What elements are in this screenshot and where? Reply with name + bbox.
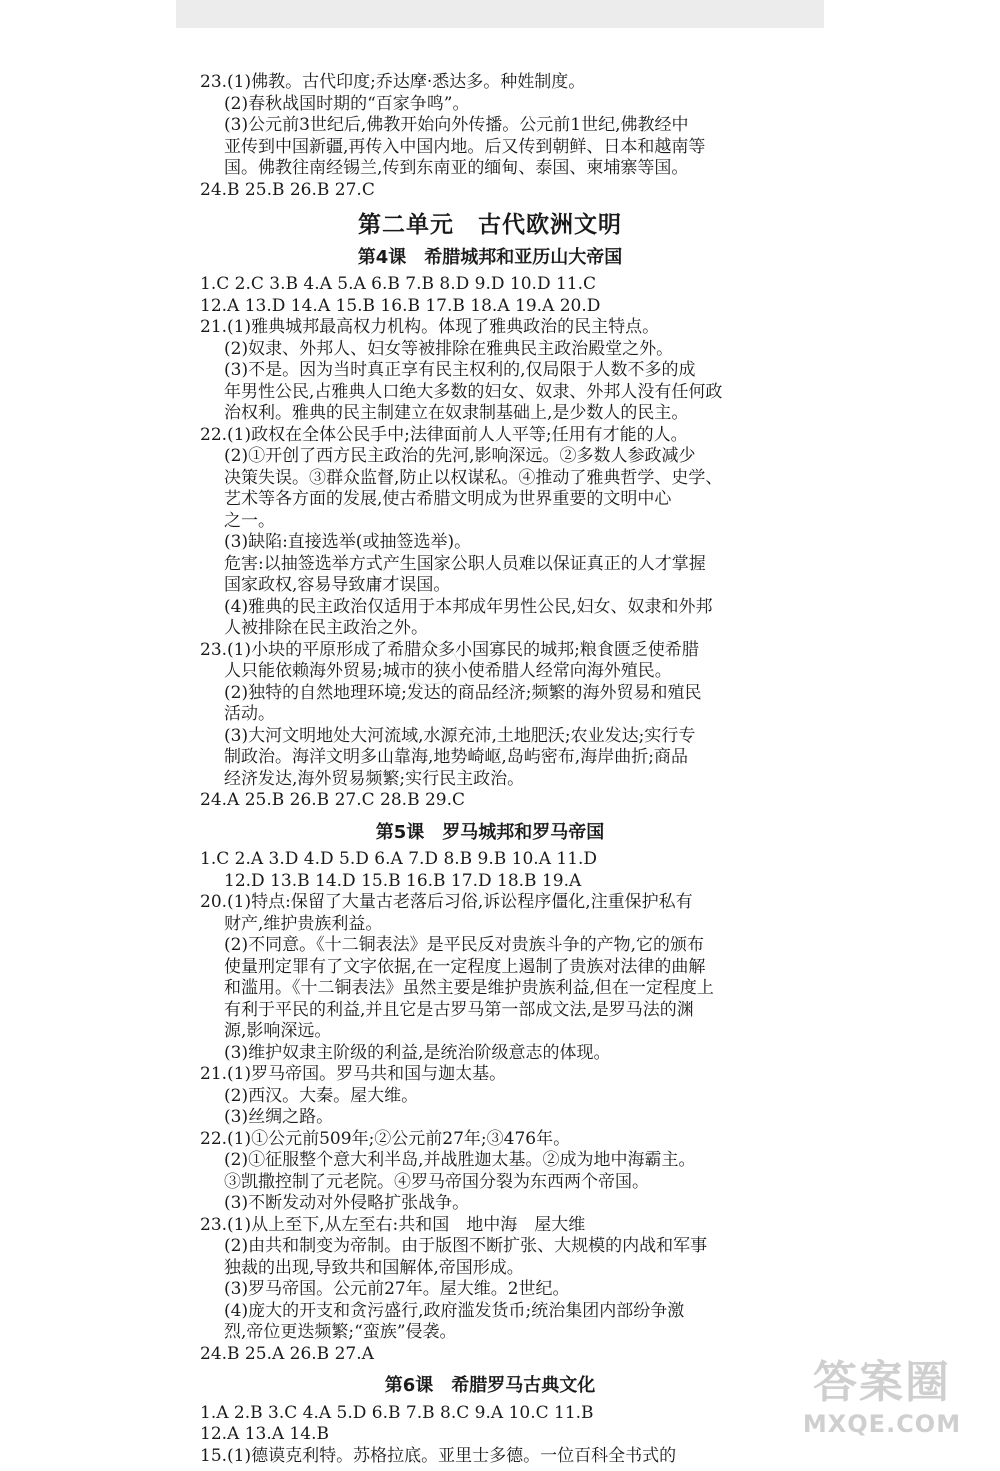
answer-line: (2)①征服整个意大利半岛,并战胜迦太基。②成为地中海霸主。 [224, 1150, 696, 1170]
answer-line: 人被排除在民主政治之外。 [224, 618, 428, 638]
answer-line: 烈,帝位更迭频繁;“蛮族”侵袭。 [224, 1322, 457, 1342]
answer-line: 23.(1)佛教。古代印度;乔达摩·悉达多。种姓制度。 [200, 72, 586, 92]
answer-line: 12.D 13.B 14.D 15.B 16.B 17.D 18.B 19.A [224, 870, 582, 891]
answer-line: (2)不同意。《十二铜表法》是平民反对贵族斗争的产物,它的颁布 [224, 935, 704, 955]
answer-line: 24.B 25.B 26.B 27.C [200, 179, 375, 200]
answer-line: 1.C 2.C 3.B 4.A 5.A 6.B 7.B 8.D 9.D 10.D 11.C [200, 274, 597, 294]
answer-page [200, 72, 780, 1467]
answer-line: 12.A 13.A 14.B [200, 1424, 329, 1444]
lesson-5 [200, 822, 780, 1366]
answer-line: 独裁的出现,导致共和国解体,帝国形成。 [224, 1257, 524, 1278]
lesson-title: 第5课 罗马城邦和罗马帝国 [375, 821, 605, 843]
answer-line: 决策失误。③群众监督,防止以权谋私。④推动了雅典哲学、史学、 [224, 467, 723, 488]
answer-line: (3)缺陷:直接选举(或抽签选举)。 [224, 532, 472, 552]
watermark-url: MXQE.COM [802, 1410, 962, 1438]
section-top [200, 72, 780, 201]
lesson-6 [200, 1375, 780, 1467]
answer-line: 23.(1)小块的平原形成了希腊众多小国寡民的城邦;粮食匮乏使希腊 [200, 639, 699, 660]
answer-line: 国家政权,容易导致庸才误国。 [224, 575, 451, 595]
answer-line: 制政治。海洋文明多山靠海,地势崎岖,岛屿密布,海岸曲折;商品 [224, 747, 688, 767]
answer-line: (3)罗马帝国。公元前27年。屋大维。2世纪。 [224, 1279, 570, 1299]
answer-line: (2)独特的自然地理环境;发达的商品经济;频繁的海外贸易和殖民 [224, 682, 702, 703]
answer-line: 源,影响深远。 [224, 1021, 332, 1041]
answer-line: 15.(1)德谟克利特。苏格拉底。亚里士多德。一位百科全书式的 [200, 1445, 677, 1466]
answer-line: 亚传到中国新疆,再传入中国内地。后又传到朝鲜、日本和越南等 [224, 136, 706, 157]
answer-line: 21.(1)雅典城邦最高权力机构。体现了雅典政治的民主特点。 [200, 317, 660, 337]
lesson-title: 第6课 希腊罗马古典文化 [384, 1375, 596, 1396]
answer-line: (3)维护奴隶主阶级的利益,是统治阶级意志的体现。 [224, 1042, 611, 1063]
answer-line: 有利于平民的利益,并且它是古罗马第一部成文法,是罗马法的渊 [224, 999, 694, 1020]
watermark [782, 1357, 982, 1457]
answer-line: 21.(1)罗马帝国。罗马共和国与迦太基。 [200, 1064, 507, 1084]
answer-line: 艺术等各方面的发展,使古希腊文明成为世界重要的文明中心 [224, 489, 672, 509]
answer-line: 使量刑定罪有了文字依据,在一定程度上遏制了贵族对法律的曲解 [224, 956, 706, 977]
answer-line: ③凯撒控制了元老院。④罗马帝国分裂为东西两个帝国。 [224, 1171, 649, 1192]
answer-line: (4)雅典的民主政治仅适用于本邦成年男性公民,妇女、奴隶和外邦 [224, 596, 713, 617]
lesson-title: 第4课 希腊城邦和亚历山大帝国 [357, 246, 623, 268]
answer-line: 年男性公民,占雅典人口绝大多数的妇女、奴隶、外邦人没有任何政 [224, 381, 723, 402]
answer-line: (2)①开创了西方民主政治的先河,影响深远。②多数人参政减少 [224, 446, 696, 466]
answer-line: 1.A 2.B 3.C 4.A 5.D 6.B 7.B 8.C 9.A 10.C 11.B [200, 1402, 594, 1423]
answer-line: 活动。 [224, 704, 275, 724]
answer-line: 和滥用。《十二铜表法》虽然主要是维护贵族利益,但在一定程度上 [224, 978, 714, 998]
answer-line: 22.(1)①公元前509年;②公元前27年;③476年。 [200, 1128, 571, 1149]
answer-line: (2)春秋战国时期的“百家争鸣”。 [224, 93, 470, 114]
answer-line: (3)丝绸之路。 [224, 1107, 334, 1127]
answer-line: 危害:以抽签选举方式产生国家公职人员难以保证真正的人才掌握 [224, 553, 706, 574]
answer-line: 1.C 2.A 3.D 4.D 5.D 6.A 7.D 8.B 9.B 10.A 11.D [200, 849, 598, 869]
answer-line: (3)大河文明地处大河流域,水源充沛,土地肥沃;农业发达;实行专 [224, 725, 696, 746]
answer-line: 国。佛教往南经锡兰,传到东南亚的缅甸、泰国、柬埔寨等国。 [224, 158, 689, 178]
scan-top-band [176, 0, 824, 28]
watermark-logo: 答案圈 [813, 1357, 951, 1408]
answer-line: (3)公元前3世纪后,佛教开始向外传播。公元前1世纪,佛教经中 [224, 115, 689, 135]
answer-line: (3)不是。因为当时真正享有民主权利的,仅局限于人数不多的成 [224, 360, 696, 380]
answer-line: 23.(1)从上至下,从左至右:共和国 地中海 屋大维 [200, 1214, 586, 1235]
unit-title: 第二单元 古代欧洲文明 [358, 212, 622, 238]
answer-line: (2)奴隶、外邦人、妇女等被排除在雅典民主政治殿堂之外。 [224, 338, 674, 359]
answer-line: 20.(1)特点:保留了大量古老落后习俗,诉讼程序僵化,注重保护私有 [200, 892, 693, 912]
answer-line: 22.(1)政权在全体公民手中;法律面前人人平等;任用有才能的人。 [200, 424, 688, 445]
answer-line: 24.A 25.B 26.B 27.C 28.B 29.C [200, 790, 466, 810]
answer-line: 经济发达,海外贸易频繁;实行民主政治。 [224, 768, 525, 789]
answer-line: (2)西汉。大秦。屋大维。 [224, 1085, 419, 1106]
answer-line: (2)由共和制变为帝制。由于版图不断扩张、大规模的内战和军事 [224, 1236, 708, 1256]
answer-line: 24.B 25.A 26.B 27.A [200, 1343, 374, 1364]
answer-line: (3)不断发动对外侵略扩张战争。 [224, 1193, 470, 1213]
answer-line: 财产,维护贵族利益。 [224, 913, 383, 934]
answer-line: 治权利。雅典的民主制建立在奴隶制基础上,是少数人的民主。 [224, 403, 689, 423]
lesson-4 [200, 247, 780, 812]
faint-stamp [398, 643, 458, 685]
answer-line: 人只能依赖海外贸易;城市的狭小使希腊人经常向海外殖民。 [224, 661, 672, 681]
answer-line: 12.A 13.D 14.A 15.B 16.B 17.B 18.A 19.A 20.D [200, 295, 601, 316]
answer-line: (4)庞大的开支和贪污盛行,政府滥发货币;统治集团内部纷争激 [224, 1300, 685, 1321]
answer-line: 之一。 [224, 510, 275, 531]
